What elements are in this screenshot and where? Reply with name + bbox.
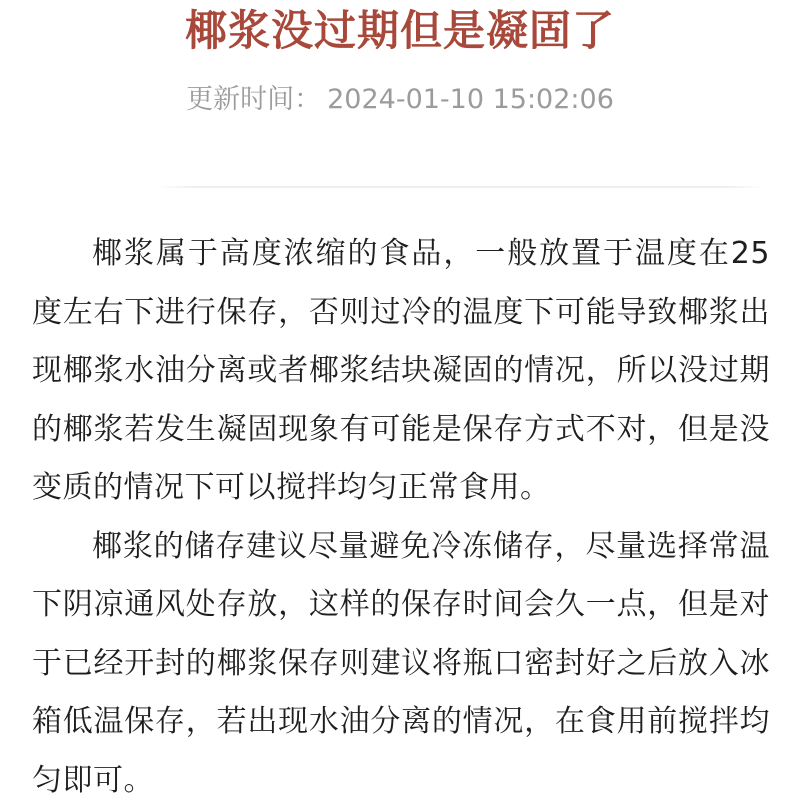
page-title: 椰浆没过期但是凝固了 [0, 2, 800, 60]
update-time-value: 2024-01-10 15:02:06 [327, 84, 614, 115]
article-body [32, 225, 770, 810]
article-paragraph: 椰浆的储存建议尽量避免冷冻储存，尽量选择常温下阴凉通风处存放，这样的保存时间会久一点，但是对于已经开封的椰浆保存则建议将瓶口密封好之后放入冰箱低温保存，若出现水油分离的情况，在食用前搅拌均匀即可。 [32, 518, 770, 810]
update-time-label: 更新时间： [186, 84, 321, 115]
update-time-row [0, 80, 800, 120]
header-divider [158, 186, 764, 188]
article-paragraph: 椰浆属于高度浓缩的食品，一般放置于温度在25度左右下进行保存，否则过冷的温度下可能导致椰浆出现椰浆水油分离或者椰浆结块凝固的情况，所以没过期的椰浆若发生凝固现象有可能是保存方式不对，但是没变质的情况下可以搅拌均匀正常食用。 [32, 225, 770, 518]
